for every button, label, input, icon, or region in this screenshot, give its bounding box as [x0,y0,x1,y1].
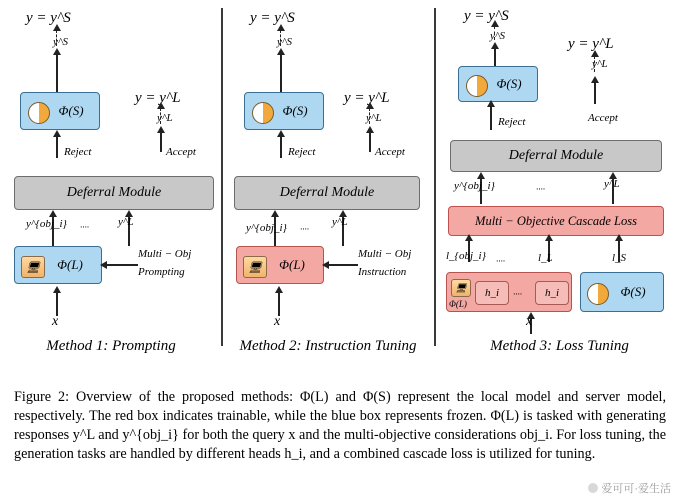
obj-output-label-3: y^{obj_i} [454,180,495,192]
deferral-module-box-2 [234,176,420,210]
arrow-accept-2 [369,132,371,152]
panel-method-2 [224,0,432,360]
local-model-box-2 [236,246,324,284]
top-output-label: y = y^S [26,10,71,26]
server-model-box-1 [20,92,100,130]
head-dots: ···· [513,289,522,299]
accept-label-3: Accept [588,112,618,124]
right-output-label-2: y = y^L [344,90,390,106]
head-label-2: h_i [544,287,560,299]
watermark [588,480,671,496]
server-model-label-1: Φ(S) [58,103,84,118]
arrow-instruction-2 [328,264,358,266]
reject-label-1: Reject [64,146,92,158]
server-icon-bottom-3 [587,283,609,305]
server-model-label-3: Φ(S) [496,76,522,91]
obj-output-label-1: y^{obj_i} [26,218,67,230]
arrow-prompting-1 [106,264,138,266]
right-output-small-label-2: y^L [366,112,382,124]
side-note-line2-2: Instruction [358,266,407,278]
panel-divider-2 [434,8,436,346]
method-title-3: Method 3: Loss Tuning [490,338,629,354]
server-icon-1 [28,102,50,124]
arrow-server-to-top-2 [280,54,282,92]
arrow-top-dashed-1 [56,30,57,46]
server-model-box-2 [244,92,324,130]
deferral-module-label-2: Deferral Module [279,185,375,200]
server-icon-3 [466,75,488,97]
obj-output-dots-3: ···· [536,184,545,194]
side-note-line2-1: Prompting [138,266,185,278]
panel-method-1 [0,0,222,360]
server-model-box-bottom-3 [580,272,664,312]
top-output-small-label: y^S [53,36,69,48]
method-title-2: Method 2: Instruction Tuning [239,338,417,354]
arrow-top-dashed-2 [280,30,281,46]
arrow-accept-3 [594,82,596,104]
right-output-small-label-1: y^L [157,112,173,124]
caption-label: Figure 2: [14,389,70,405]
top-output-small-label-3: y^S [490,30,506,42]
caption-text: Overview of the proposed methods: Φ(L) and Φ(S) represent the local model and server model, respectively. The red box indicates trainable, while the blue box represents frozen. Φ(L) is tasked with generating responses y^L and y^{obj_i} for both the query x and the multi-objective considerations obj_i. For loss tuning, the generation tasks are handled by different heads h_i, and a combined cascade loss is utilized for tuning. [14,389,667,462]
cascade-loss-label: Multi − Objective Cascade Loss [475,213,637,228]
server-icon-2 [252,102,274,124]
accept-label-2: Accept [375,146,405,158]
deferral-module-box-1 [14,176,214,210]
arrow-server-to-top-1 [56,54,58,92]
server-model-label-2: Φ(S) [282,103,308,118]
loss-l-label: l_L [538,252,553,264]
deferral-module-label-3: Deferral Module [508,148,604,163]
arrow-accept-1 [160,132,162,152]
arrow-right-dashed-2 [369,108,370,124]
local-icon-2: 🖥 [243,256,267,278]
arrow-server-to-top-3 [494,48,496,68]
obj-output-dots-1: ···· [80,222,89,232]
obj-output-dots-2: ···· [300,224,309,234]
head-label-1: h_i [484,287,500,299]
figure-caption [14,388,666,464]
deferral-module-label-1: Deferral Module [66,185,162,200]
input-label-2: x [274,314,281,329]
local-icon-1: 🖥 [21,256,45,278]
arrow-reject-3 [490,106,492,130]
watermark-text: 爱可可·爱生活 [601,483,671,495]
panel-method-3 [440,0,679,360]
top-output-label-2: y = y^S [250,10,295,26]
arrow-top-dashed-3 [494,26,495,40]
right-output-small-label-3: y^L [592,58,608,70]
arrow-right-dashed-1 [160,108,161,124]
loss-dots-label: ···· [496,256,505,266]
side-note-line1-1: Multi − Obj [138,248,192,260]
deferral-module-box-3 [450,140,662,172]
arrow-reject-1 [56,136,58,158]
watermark-icon [588,483,598,493]
accept-label-1: Accept [166,146,196,158]
server-model-bottom-label-3: Φ(S) [620,284,646,299]
local-model-label-2: Φ(L) [279,257,305,272]
yl-output-label-1: y^L [118,216,134,228]
server-model-box-3 [458,66,538,102]
head-box-2 [535,281,569,305]
loss-obj-label: l_{obj_i} [446,250,486,262]
local-icon-3: 🖥 [451,279,471,297]
reject-label-2: Reject [288,146,316,158]
loss-s-label: l_S [612,252,627,264]
local-model-label-1: Φ(L) [57,257,83,272]
right-output-label-3: y = y^L [568,36,614,52]
arrow-input-2 [278,292,280,316]
yl-output-label-2: y^L [332,216,348,228]
obj-output-label-2: y^{obj_i} [246,222,287,234]
method-title-1: Method 1: Prompting [46,338,176,354]
yl-output-label-3: y^L [604,178,620,190]
top-output-small-label-2: y^S [277,36,293,48]
input-label-1: x [52,314,59,329]
local-model-box-1 [14,246,102,284]
local-model-label-3: Φ(L) [449,299,467,309]
side-note-line1-2: Multi − Obj [358,248,412,260]
head-box-1 [475,281,509,305]
reject-label-3: Reject [498,116,526,128]
input-label-3: x [526,314,533,329]
right-output-label-1: y = y^L [135,90,181,106]
cascade-loss-box [448,206,664,236]
local-model-box-3 [446,272,572,312]
arrow-right-dashed-3 [594,56,595,72]
top-output-label-3: y = y^S [464,8,509,24]
arrow-input-1 [56,292,58,316]
arrow-reject-2 [280,136,282,158]
